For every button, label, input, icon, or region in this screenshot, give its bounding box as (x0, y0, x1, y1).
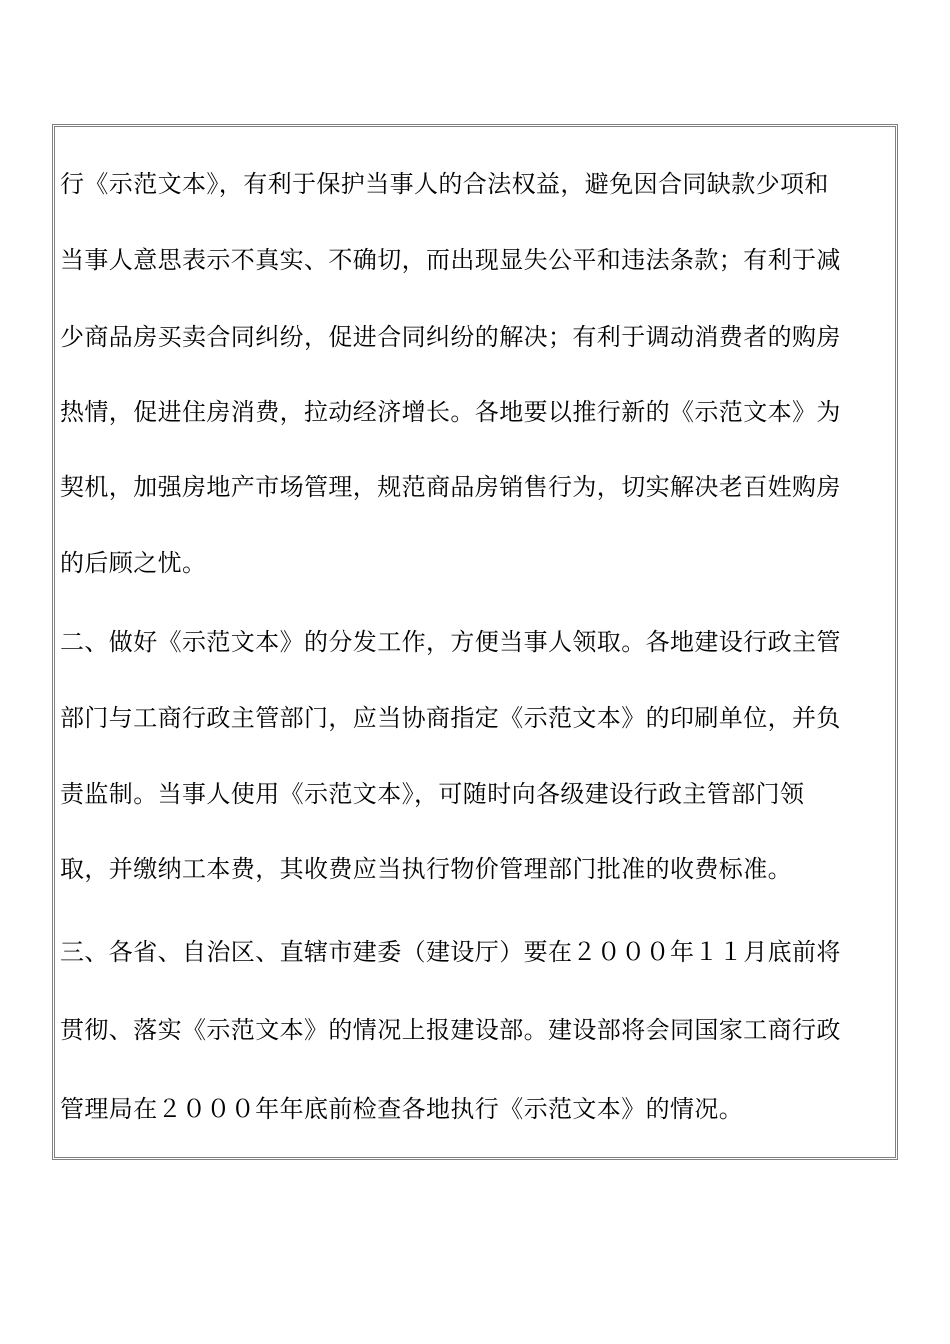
text-line: 管理局在２０００年年底前检查各地执行《示范文本》的情况。 (60, 1095, 744, 1123)
text-line: 少商品房买卖合同纠纷，促进合同纠纷的解决；有利于调动消费者的购房 (60, 323, 841, 351)
text-line: 取，并缴纳工本费，其收费应当执行物价管理部门批准的收费标准。 (60, 855, 792, 883)
text-line: 的后顾之忧。 (60, 549, 207, 577)
text-line: 契机，加强房地产市场管理，规范商品房销售行为，切实解决老百姓购房 (60, 473, 841, 501)
text-line: 部门与工商行政主管部门，应当协商指定《示范文本》的印刷单位，并负 (60, 704, 841, 732)
text-line: 三、各省、自治区、直辖市建委（建设厅）要在２０００年１１月底前将 (60, 938, 841, 966)
text-line: 贯彻、落实《示范文本》的情况上报建设部。建设部将会同国家工商行政 (60, 1016, 841, 1044)
text-line: 当事人意思表示不真实、不确切，而出现显失公平和违法条款；有利于减 (60, 246, 841, 274)
text-line: 热情，促进住房消费，拉动经济增长。各地要以推行新的《示范文本》为 (60, 398, 841, 426)
text-line: 行《示范文本》，有利于保护当事人的合法权益，避免因合同缺款少项和 (60, 170, 829, 198)
document-frame (52, 124, 898, 1160)
text-line: 二、做好《示范文本》的分发工作，方便当事人领取。各地建设行政主管 (60, 628, 841, 656)
text-line: 责监制。当事人使用《示范文本》，可随时向各级建设行政主管部门领 (60, 780, 805, 808)
